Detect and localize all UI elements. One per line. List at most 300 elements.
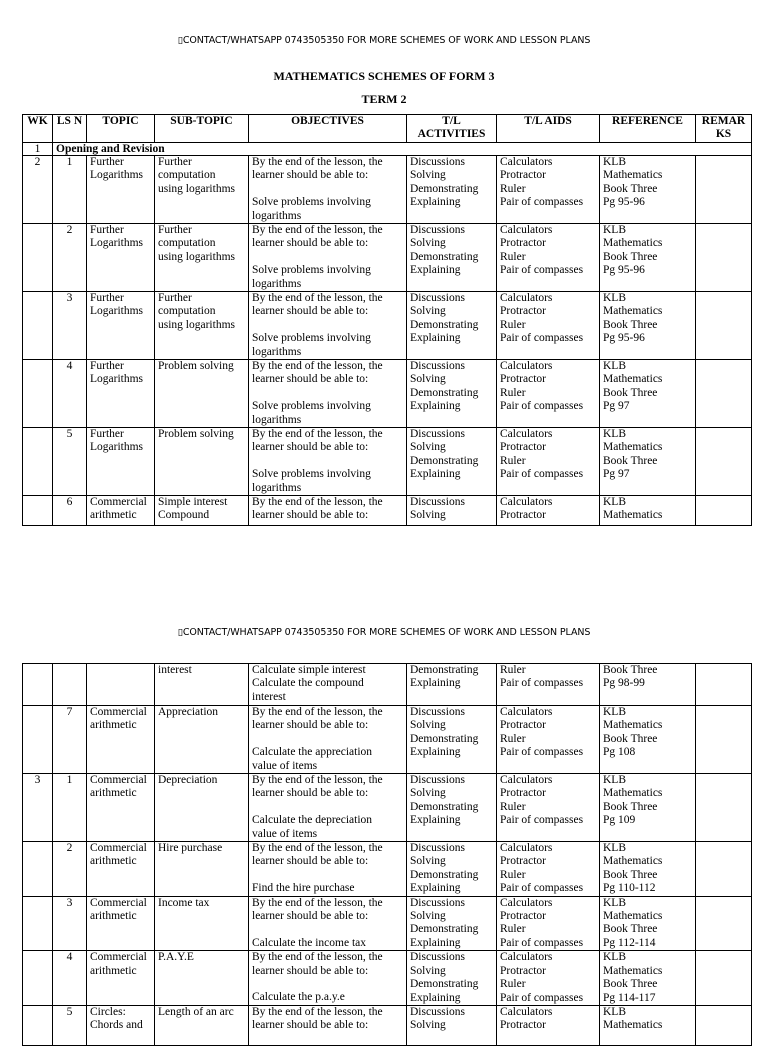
aids-cell-line: Pair of compasses <box>500 264 584 277</box>
objectives-cell-line: learner should be able to: <box>252 964 369 977</box>
reference-cell-line: Mathematics <box>603 373 663 386</box>
aids-cell-line: Pair of compasses <box>500 196 584 209</box>
activities-cell-line: Solving <box>410 964 446 977</box>
subtopic-cell <box>155 951 249 1006</box>
reference-cell-line: Mathematics <box>603 1019 663 1032</box>
topic-cell <box>87 896 155 951</box>
objectives-cell-line: By the end of the lesson, the <box>252 1005 383 1018</box>
activities-cell <box>407 664 497 706</box>
aids-cell-line: Calculators <box>500 706 553 718</box>
objectives-cell <box>249 842 407 897</box>
lesson-cell: 4 <box>53 360 87 428</box>
subtopic-cell <box>155 664 249 706</box>
aids-cell-line: Calculators <box>500 842 553 855</box>
header-aids: T/L AIDS <box>497 115 600 143</box>
activities-cell-line: Discussions <box>410 496 465 509</box>
reference-cell-line: Mathematics <box>603 964 663 977</box>
topic-cell-line: arithmetic <box>90 855 137 868</box>
subtopic-cell-line: Compound <box>158 509 210 522</box>
aids-cell-line: Protractor <box>500 719 546 732</box>
aids-cell-line: Protractor <box>500 964 546 977</box>
topic-cell-line: Commercial <box>90 706 147 718</box>
objectives-cell-line: By the end of the lesson, the <box>252 428 383 441</box>
header-activities: T/L ACTIVITIES <box>407 115 497 143</box>
topic-cell <box>87 774 155 842</box>
reference-cell-line: KLB <box>603 496 626 509</box>
objectives-cell-line: By the end of the lesson, the <box>252 224 383 237</box>
subtopic-cell-line: computation <box>158 305 216 318</box>
aids-cell-line: Ruler <box>500 250 526 263</box>
activities-cell-line: Solving <box>410 509 446 522</box>
activities-cell-line: Demonstrating <box>410 182 479 195</box>
reference-cell-line: Book Three <box>603 182 658 195</box>
objectives-cell-line: logarithms <box>252 209 302 222</box>
remarks-cell <box>696 706 752 774</box>
aids-cell <box>497 842 600 897</box>
aids-cell-line: Calculators <box>500 1005 553 1018</box>
reference-cell-line: Book Three <box>603 318 658 331</box>
week-cell: 3 <box>23 774 53 842</box>
reference-cell-line: Pg 95-96 <box>603 264 645 277</box>
subtopic-cell-line: Further <box>158 224 192 237</box>
topic-cell-line: arithmetic <box>90 509 137 522</box>
topic-cell-line: Further <box>90 292 124 305</box>
reference-cell-line: Mathematics <box>603 237 663 250</box>
table-row <box>23 664 752 706</box>
activities-cell-line: Demonstrating <box>410 978 479 991</box>
subtopic-cell-line: interest <box>158 664 192 676</box>
reference-cell-line: KLB <box>603 842 626 855</box>
topic-cell-line: arithmetic <box>90 787 137 800</box>
week-cell <box>23 706 53 774</box>
objectives-cell-line: By the end of the lesson, the <box>252 496 383 509</box>
activities-cell-line: Discussions <box>410 360 465 373</box>
reference-cell <box>600 1005 696 1045</box>
activities-cell <box>407 774 497 842</box>
activities-cell <box>407 1005 497 1045</box>
activities-cell-line: Discussions <box>410 706 465 718</box>
reference-cell-line: Mathematics <box>603 787 663 800</box>
reference-cell-line: Pg 112-114 <box>603 936 656 949</box>
subtopic-cell-line: Further <box>158 292 192 305</box>
objectives-cell-line: learner should be able to: <box>252 1019 369 1032</box>
aids-cell-line: Calculators <box>500 951 553 964</box>
reference-cell-line: Book Three <box>603 923 658 936</box>
activities-cell-line: Solving <box>410 237 446 250</box>
aids-cell-line: Ruler <box>500 664 526 676</box>
aids-cell-line: Ruler <box>500 868 526 881</box>
week-cell <box>23 951 53 1006</box>
objectives-cell <box>249 1005 407 1045</box>
reference-cell-line: Mathematics <box>603 719 663 732</box>
header-objectives: OBJECTIVES <box>249 115 407 143</box>
aids-cell-line: Pair of compasses <box>500 746 584 759</box>
topic-cell-line: Logarithms <box>90 237 144 250</box>
activities-cell-line: Explaining <box>410 991 461 1004</box>
activities-cell-line: Demonstrating <box>410 664 479 676</box>
subtopic-cell-line: computation <box>158 237 216 250</box>
table-row <box>23 1005 752 1045</box>
topic-cell-line: arithmetic <box>90 910 137 923</box>
activities-cell-line: Demonstrating <box>410 732 479 745</box>
table-row <box>23 842 752 897</box>
reference-cell-line: Book Three <box>603 978 658 991</box>
topic-cell-line: Further <box>90 224 124 237</box>
objectives-cell-line: learner should be able to: <box>252 509 369 522</box>
aids-cell <box>497 951 600 1006</box>
remarks-cell <box>696 951 752 1006</box>
header-remarks: REMAR KS <box>696 115 752 143</box>
reference-cell-line: KLB <box>603 360 626 373</box>
aids-cell-line: Ruler <box>500 800 526 813</box>
objectives-cell <box>249 951 407 1006</box>
activities-cell-line: Demonstrating <box>410 454 479 467</box>
reference-cell-line: KLB <box>603 951 626 964</box>
activities-cell-line: Explaining <box>410 936 461 949</box>
topic-cell-line: Logarithms <box>90 169 144 182</box>
activities-cell-line: Discussions <box>410 842 465 855</box>
lesson-cell: 3 <box>53 292 87 360</box>
lesson-cell: 2 <box>53 224 87 292</box>
activities-cell-line: Discussions <box>410 774 465 787</box>
aids-cell-line: Ruler <box>500 978 526 991</box>
topic-cell-line: Commercial <box>90 951 147 964</box>
activities-cell-line: Discussions <box>410 1005 465 1018</box>
subtopic-cell-line: Further <box>158 156 192 168</box>
table-row <box>23 896 752 951</box>
aids-cell-line: Pair of compasses <box>500 332 584 345</box>
reference-cell-line: Mathematics <box>603 910 663 923</box>
aids-cell-line: Protractor <box>500 509 546 522</box>
objectives-cell-line: logarithms <box>252 481 302 494</box>
activities-cell-line: Explaining <box>410 264 461 277</box>
aids-cell-line: Calculators <box>500 156 553 168</box>
aids-cell-line: Protractor <box>500 1019 546 1032</box>
aids-cell-line: Ruler <box>500 454 526 467</box>
aids-cell-line: Pair of compasses <box>500 882 584 895</box>
activities-cell-line: Discussions <box>410 156 465 168</box>
reference-cell-line: Mathematics <box>603 169 663 182</box>
activities-cell-line: Demonstrating <box>410 868 479 881</box>
reference-cell-line: Book Three <box>603 386 658 399</box>
aids-cell-line: Protractor <box>500 441 546 454</box>
contact-banner: ▯CONTACT/WHATSAPP 0743505350 FOR MORE SCHEMES OF WORK AND LESSON PLANS <box>177 35 591 46</box>
remarks-cell <box>696 842 752 897</box>
objectives-cell-line: By the end of the lesson, the <box>252 292 383 305</box>
topic-cell-line: Further <box>90 360 124 373</box>
aids-cell <box>497 706 600 774</box>
reference-cell-line: Book Three <box>603 664 658 676</box>
aids-cell-line: Protractor <box>500 169 546 182</box>
subtopic-cell-line: Income tax <box>158 896 210 909</box>
activities-cell-line: Solving <box>410 787 446 800</box>
activities-cell-line: Discussions <box>410 292 465 305</box>
topic-cell-line: Commercial <box>90 774 147 787</box>
activities-cell-line: Explaining <box>410 468 461 481</box>
objectives-cell-line: Calculate the appreciation <box>252 746 373 759</box>
aids-cell-line: Calculators <box>500 428 553 441</box>
reference-cell-line: Book Three <box>603 868 658 881</box>
reference-cell-line: KLB <box>603 1005 626 1018</box>
aids-cell-line: Calculators <box>500 292 553 305</box>
table-row <box>23 706 752 774</box>
subtopic-cell-line: using logarithms <box>158 318 235 331</box>
reference-cell-line: Pg 95-96 <box>603 196 645 209</box>
objectives-cell <box>249 664 407 706</box>
reference-cell-line: Mathematics <box>603 855 663 868</box>
reference-cell <box>600 706 696 774</box>
activities-cell-line: Discussions <box>410 951 465 964</box>
lesson-cell: 5 <box>53 1005 87 1045</box>
objectives-cell-line: learner should be able to: <box>252 237 369 250</box>
objectives-cell-line: By the end of the lesson, the <box>252 360 383 373</box>
aids-cell-line: Pair of compasses <box>500 814 584 827</box>
objectives-cell-line: learner should be able to: <box>252 441 369 454</box>
aids-cell-line: Protractor <box>500 855 546 868</box>
lesson-cell <box>53 664 87 706</box>
topic-cell-line: Circles: <box>90 1005 126 1018</box>
subtopic-cell-line: Simple interest <box>158 496 228 509</box>
activities-cell-line: Demonstrating <box>410 318 479 331</box>
objectives-cell-line: Solve problems involving <box>252 332 371 345</box>
aids-cell-line: Ruler <box>500 732 526 745</box>
objectives-cell-line: Calculate the compound <box>252 677 364 690</box>
subtopic-cell-line: Appreciation <box>158 706 219 718</box>
aids-cell-line: Calculators <box>500 360 553 373</box>
objectives-cell <box>249 706 407 774</box>
objectives-cell-line: learner should be able to: <box>252 373 369 386</box>
objectives-cell-line: learner should be able to: <box>252 910 369 923</box>
topic-cell <box>87 842 155 897</box>
objectives-cell-line: Solve problems involving <box>252 400 371 413</box>
subtopic-cell-line: Hire purchase <box>158 842 223 855</box>
reference-cell-line: KLB <box>603 292 626 305</box>
objectives-cell-line: learner should be able to: <box>252 719 369 732</box>
lesson-cell: 5 <box>53 428 87 496</box>
objectives-cell-line: learner should be able to: <box>252 787 369 800</box>
aids-cell-line: Calculators <box>500 496 553 509</box>
reference-cell-line: KLB <box>603 156 626 168</box>
topic-cell-line: Logarithms <box>90 305 144 318</box>
reference-cell-line: Pg 110-112 <box>603 882 656 895</box>
aids-cell-line: Protractor <box>500 910 546 923</box>
aids-cell-line: Ruler <box>500 318 526 331</box>
reference-cell <box>600 664 696 706</box>
topic-cell-line: arithmetic <box>90 964 137 977</box>
topic-cell <box>87 951 155 1006</box>
aids-cell-line: Pair of compasses <box>500 936 584 949</box>
activities-cell-line: Solving <box>410 855 446 868</box>
subtopic-cell <box>155 774 249 842</box>
reference-cell-line: Pg 109 <box>603 814 636 827</box>
objectives-cell-line: By the end of the lesson, the <box>252 706 383 718</box>
subtopic-cell-line: using logarithms <box>158 182 235 195</box>
activities-cell-line: Explaining <box>410 332 461 345</box>
objectives-cell-line: Calculate simple interest <box>252 664 366 676</box>
topic-cell-line: Commercial <box>90 496 147 509</box>
objectives-cell <box>249 774 407 842</box>
activities-cell-line: Explaining <box>410 400 461 413</box>
aids-cell <box>497 896 600 951</box>
subtopic-cell-line: Problem solving <box>158 360 234 373</box>
table-row <box>23 951 752 1006</box>
objectives-cell-line: logarithms <box>252 413 302 426</box>
activities-cell-line: Solving <box>410 305 446 318</box>
objectives-cell-line: Calculate the p.a.y.e <box>252 991 345 1004</box>
topic-cell-line: Commercial <box>90 842 147 855</box>
term-title: TERM 2 <box>361 92 407 106</box>
aids-cell-line: Protractor <box>500 237 546 250</box>
activities-cell-line: Solving <box>410 719 446 732</box>
activities-cell-line: Demonstrating <box>410 250 479 263</box>
activities-cell-line: Explaining <box>410 814 461 827</box>
activities-cell-line: Demonstrating <box>410 386 479 399</box>
aids-cell-line: Protractor <box>500 373 546 386</box>
remarks-cell <box>696 896 752 951</box>
aids-cell <box>497 774 600 842</box>
reference-cell <box>600 951 696 1006</box>
reference-cell-line: Mathematics <box>603 441 663 454</box>
reference-cell-line: Pg 98-99 <box>603 677 645 690</box>
header-wk: WK <box>23 115 53 143</box>
activities-cell <box>407 951 497 1006</box>
reference-cell-line: Book Three <box>603 800 658 813</box>
objectives-cell-line <box>252 978 403 991</box>
lesson-cell: 1 <box>53 156 87 224</box>
activities-cell <box>407 896 497 951</box>
subtopic-cell-line: Length of an arc <box>158 1005 234 1018</box>
reference-cell-line: KLB <box>603 896 626 909</box>
reference-cell-line: Pg 108 <box>603 746 636 759</box>
objectives-cell-line: learner should be able to: <box>252 305 369 318</box>
topic-cell-line: Logarithms <box>90 373 144 386</box>
header-lsn: LS N <box>53 115 87 143</box>
lesson-cell: 2 <box>53 842 87 897</box>
activities-cell-line: Explaining <box>410 677 461 690</box>
reference-cell-line: Pg 97 <box>603 468 630 481</box>
topic-cell-line: Further <box>90 156 124 168</box>
aids-cell-line: Ruler <box>500 923 526 936</box>
topic-cell <box>87 664 155 706</box>
reference-cell-line: Mathematics <box>603 509 663 522</box>
topic-cell-line: Chords and <box>90 1019 143 1032</box>
objectives-cell-line <box>252 869 403 882</box>
remarks-cell <box>696 1005 752 1045</box>
topic-cell-line: Further <box>90 428 124 441</box>
aids-cell-line: Protractor <box>500 305 546 318</box>
reference-cell-line: Pg 97 <box>603 400 630 413</box>
reference-cell-line: KLB <box>603 706 626 718</box>
topic-cell <box>87 1005 155 1045</box>
aids-cell-line: Pair of compasses <box>500 468 584 481</box>
remarks-cell <box>696 774 752 842</box>
contact-banner-2: ▯CONTACT/WHATSAPP 0743505350 FOR MORE SCHEMES OF WORK AND LESSON PLANS <box>177 627 591 638</box>
activities-cell-line: Explaining <box>410 882 461 895</box>
reference-cell-line: Book Three <box>603 250 658 263</box>
activities-cell-line: Discussions <box>410 428 465 441</box>
aids-cell <box>497 1005 600 1045</box>
reference-cell <box>600 842 696 897</box>
reference-cell-line: Book Three <box>603 454 658 467</box>
reference-cell-line: KLB <box>603 428 626 441</box>
objectives-cell-line: Solve problems involving <box>252 264 371 277</box>
subtopic-cell-line: using logarithms <box>158 250 235 263</box>
objectives-cell-line: By the end of the lesson, the <box>252 951 383 964</box>
topic-cell-line: Logarithms <box>90 441 144 454</box>
reference-cell <box>600 896 696 951</box>
aids-cell-line: Calculators <box>500 224 553 237</box>
objectives-cell-line <box>252 733 403 746</box>
subtopic-cell-line: Depreciation <box>158 774 218 787</box>
subtopic-cell <box>155 842 249 897</box>
activities-cell <box>407 842 497 897</box>
topic-cell-line: arithmetic <box>90 719 137 732</box>
aids-cell-line: Calculators <box>500 774 553 787</box>
header-reference: REFERENCE <box>600 115 696 143</box>
subtopic-cell <box>155 706 249 774</box>
subtopic-cell <box>155 1005 249 1045</box>
activities-cell-line: Solving <box>410 1019 446 1032</box>
subtopic-cell-line: Problem solving <box>158 428 234 441</box>
reference-cell-line: KLB <box>603 224 626 237</box>
objectives-cell-line: logarithms <box>252 277 302 290</box>
activities-cell-line: Explaining <box>410 746 461 759</box>
activities-cell <box>407 706 497 774</box>
reference-cell-line: KLB <box>603 774 626 787</box>
reference-cell-line: Pg 95-96 <box>603 332 645 345</box>
header-topic: TOPIC <box>87 115 155 143</box>
objectives-cell-line: value of items <box>252 827 318 840</box>
objectives-cell-line: Find the hire purchase <box>252 882 355 895</box>
lesson-cell: 6 <box>53 496 87 526</box>
activities-cell-line: Solving <box>410 373 446 386</box>
objectives-cell-line: Solve problems involving <box>252 196 371 209</box>
objectives-cell-line: Calculate the depreciation <box>252 814 373 827</box>
aids-cell-line: Pair of compasses <box>500 677 584 690</box>
activities-cell-line: Solving <box>410 910 446 923</box>
document-title: MATHEMATICS SCHEMES OF FORM 3 <box>273 69 495 83</box>
lesson-cell: 4 <box>53 951 87 1006</box>
header-subtopic: SUB-TOPIC <box>155 115 249 143</box>
lesson-cell: 3 <box>53 896 87 951</box>
week-cell <box>23 1005 53 1045</box>
activities-cell-line: Discussions <box>410 896 465 909</box>
week-cell <box>23 842 53 897</box>
aids-cell-line: Ruler <box>500 182 526 195</box>
objectives-cell-line: logarithms <box>252 345 302 358</box>
objectives-cell-line: learner should be able to: <box>252 855 369 868</box>
objectives-cell-line: By the end of the lesson, the <box>252 896 383 909</box>
objectives-cell-line: By the end of the lesson, the <box>252 842 383 855</box>
aids-cell-line: Pair of compasses <box>500 991 584 1004</box>
reference-cell <box>600 774 696 842</box>
objectives-cell-line: interest <box>252 690 286 703</box>
aids-cell <box>497 664 600 706</box>
activities-cell-line: Explaining <box>410 196 461 209</box>
table-row <box>23 774 752 842</box>
reference-cell-line: Pg 114-117 <box>603 991 656 1004</box>
lesson-cell: 1 <box>53 774 87 842</box>
aids-cell-line: Protractor <box>500 787 546 800</box>
week-cell <box>23 896 53 951</box>
subtopic-cell <box>155 896 249 951</box>
activities-cell-line: Demonstrating <box>410 923 479 936</box>
objectives-cell-line <box>252 801 403 814</box>
activities-cell-line: Discussions <box>410 224 465 237</box>
activities-cell-line: Solving <box>410 169 446 182</box>
activities-cell-line: Demonstrating <box>410 800 479 813</box>
objectives-cell-line <box>252 923 403 936</box>
